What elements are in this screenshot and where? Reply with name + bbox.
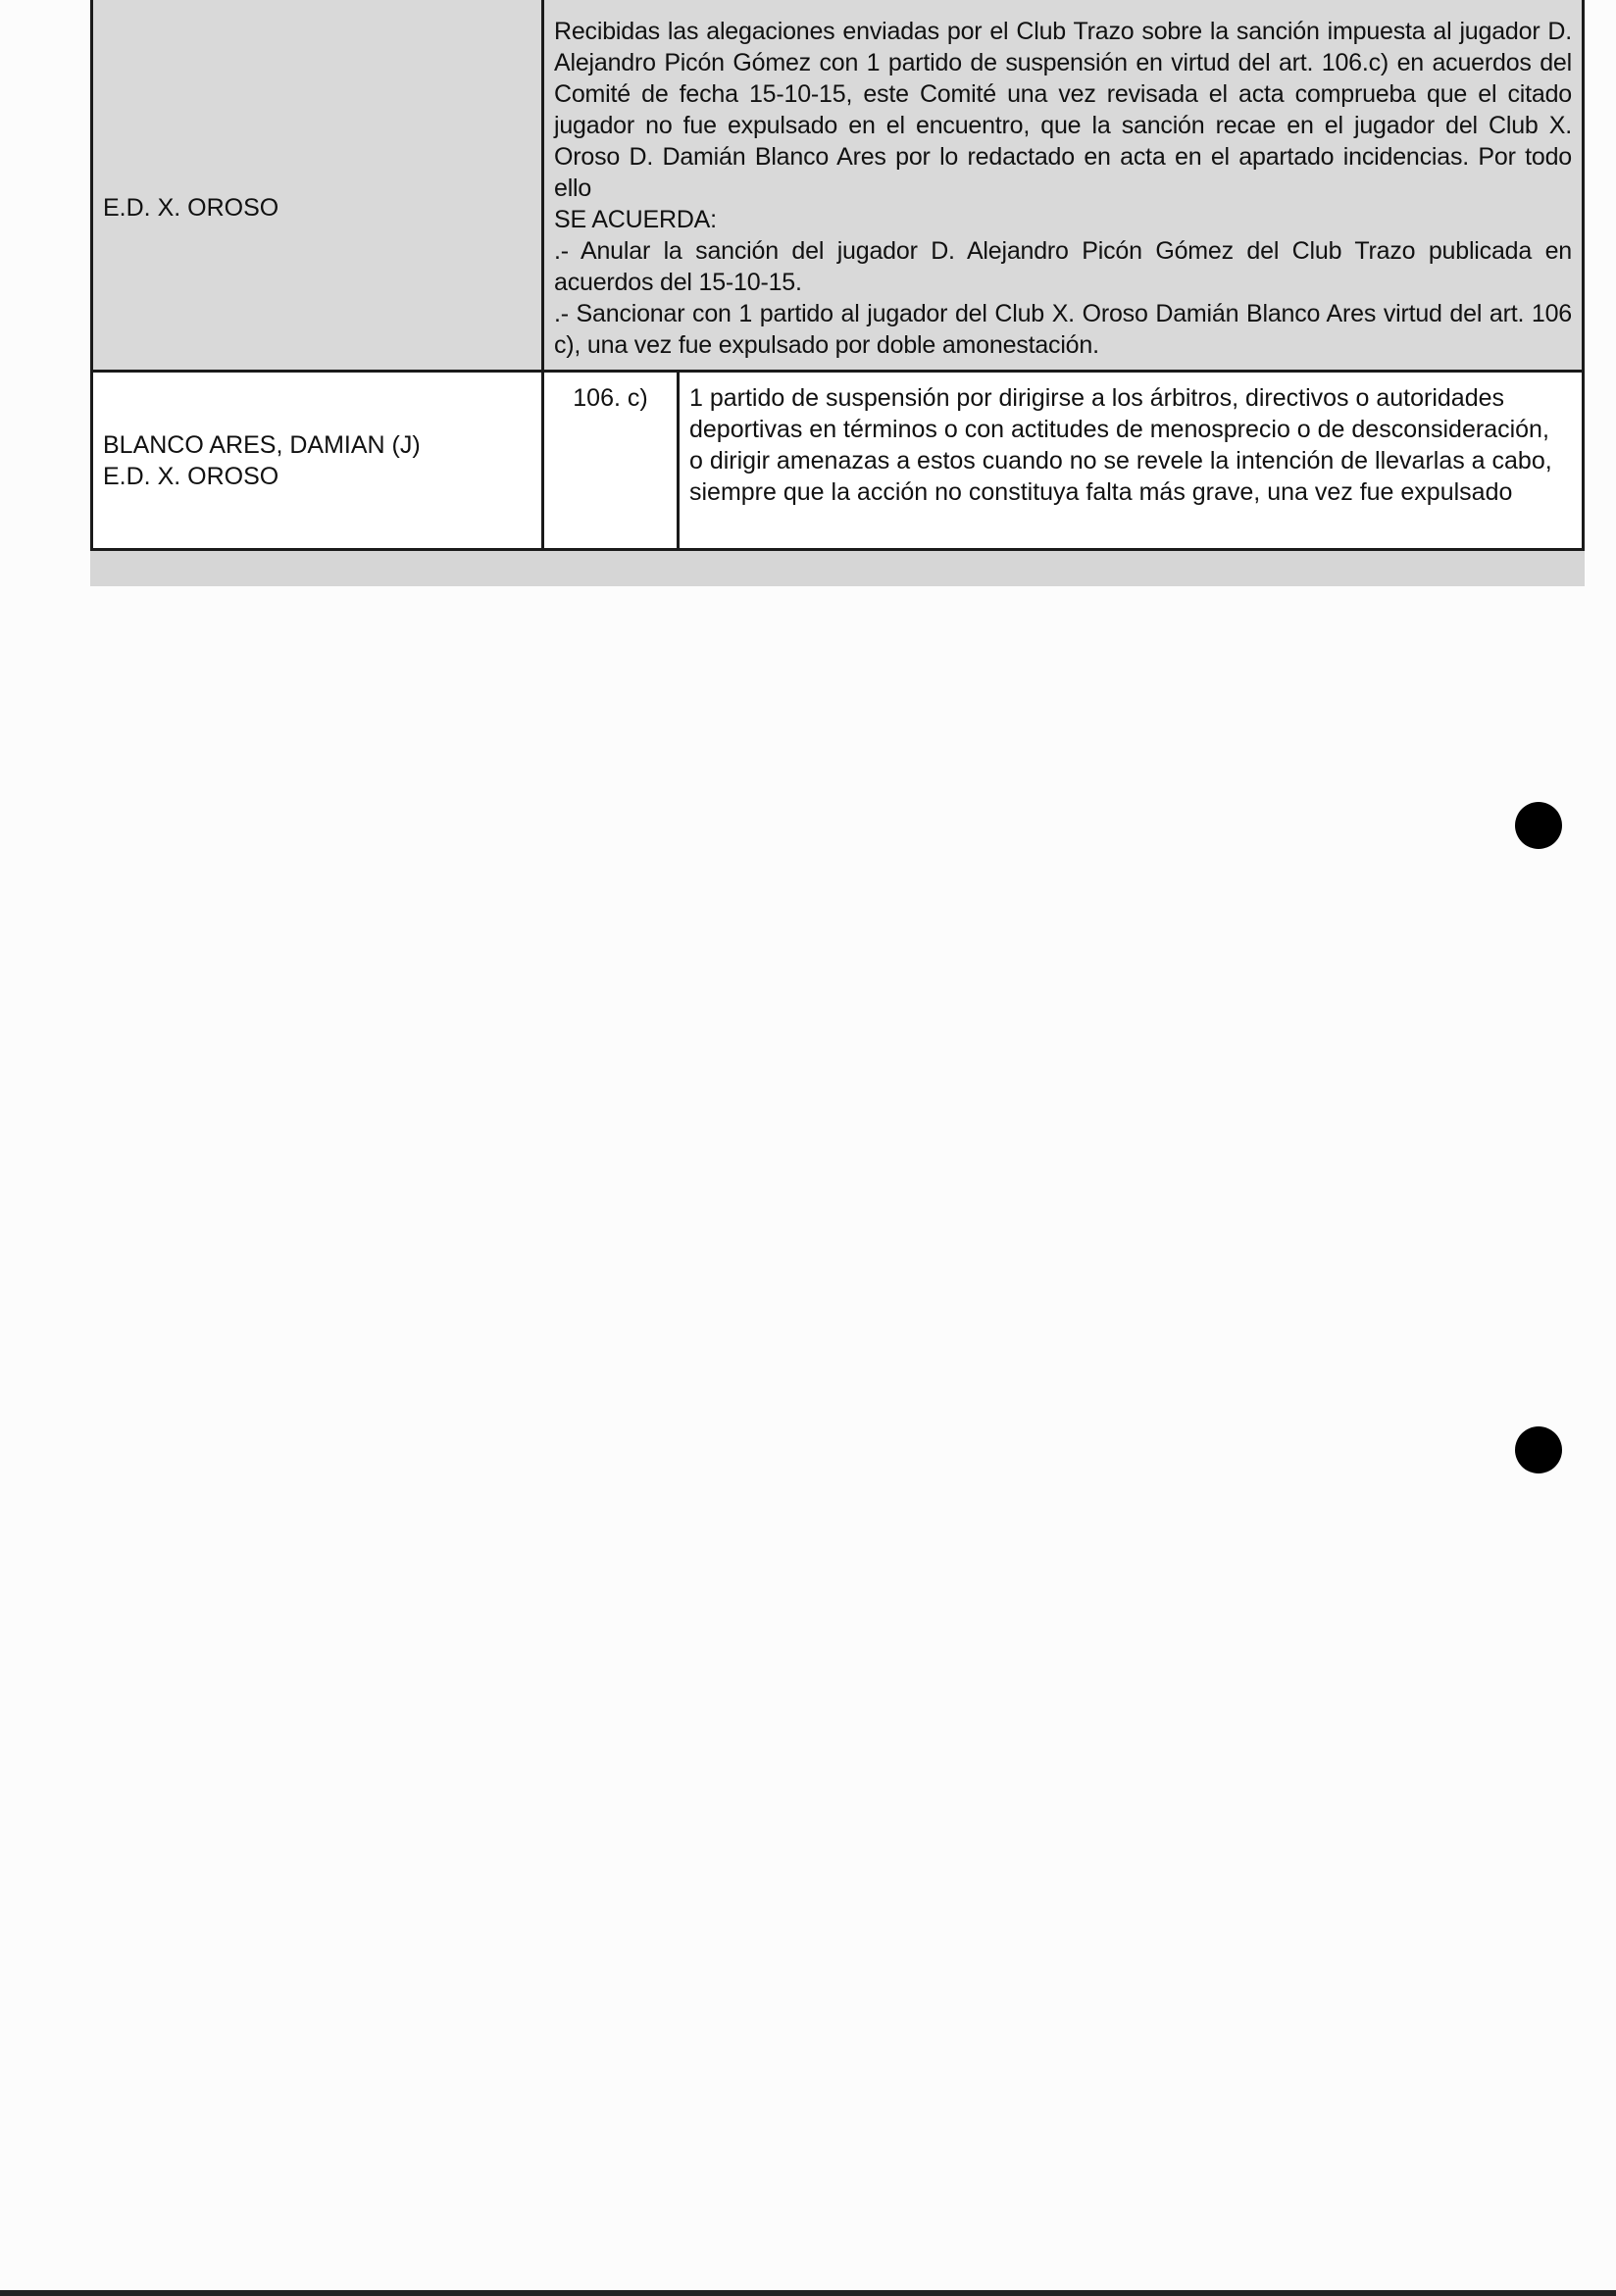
article-number: 106. c) [573, 384, 648, 412]
agreement-item-1: .- Anular la sanción del jugador D. Alejandro Picón Gómez del Club Trazo publicada en acuerdos del 15-10-15. [554, 237, 1572, 296]
table-row-resolution [90, 0, 1585, 373]
sanctions-table [90, 0, 1585, 551]
article-cell [544, 373, 680, 548]
agreement-item-2: .- Sancionar con 1 partido al jugador del Club X. Oroso Damián Blanco Ares virtud del art. 106 c), una vez fue expulsado por doble amonestación. [554, 300, 1572, 359]
resolution-text [554, 16, 1572, 361]
punch-hole-mark [1515, 1426, 1562, 1473]
player-name: BLANCO ARES, DAMIAN (J) [103, 431, 421, 459]
scan-shadow-strip [90, 551, 1585, 586]
resolution-paragraph: Recibidas las alegaciones enviadas por el Club Trazo sobre la sanción impuesta al jugador D. Alejandro Picón Gómez con 1 partido de suspensión en virtud del art. 106.c) en acuerdos del Comité de fecha 15-10-15, este Comité una vez revisada el acta comprueba que el citado jugador no fue expulsado en el encuentro, que la sanción recae en el jugador del Club X. Oroso D. Damián Blanco Ares por lo redactado en acta en el apartado incidencias. Por todo ello [554, 18, 1572, 202]
description-cell [680, 373, 1582, 548]
club-name: E.D. X. OROSO [103, 194, 279, 222]
sanction-description: 1 partido de suspensión por dirigirse a los árbitros, directivos o autoridades deportivas en términos o con actitudes de menosprecio o de desconsideración, o dirigir amenazas a estos cuando no se revele la intención de llevarlas a cabo, siempre que la acción no constituya falta más grave, una vez fue expulsado [689, 384, 1552, 506]
punch-hole-mark [1515, 802, 1562, 849]
player-club: E.D. X. OROSO [103, 463, 279, 490]
player-cell [93, 373, 544, 548]
player-info [103, 429, 421, 492]
table-row-sanction [90, 373, 1585, 551]
club-cell [93, 0, 544, 370]
agreement-heading: SE ACUERDA: [554, 206, 717, 233]
resolution-cell [544, 0, 1582, 370]
page-bottom-edge [0, 2290, 1616, 2296]
